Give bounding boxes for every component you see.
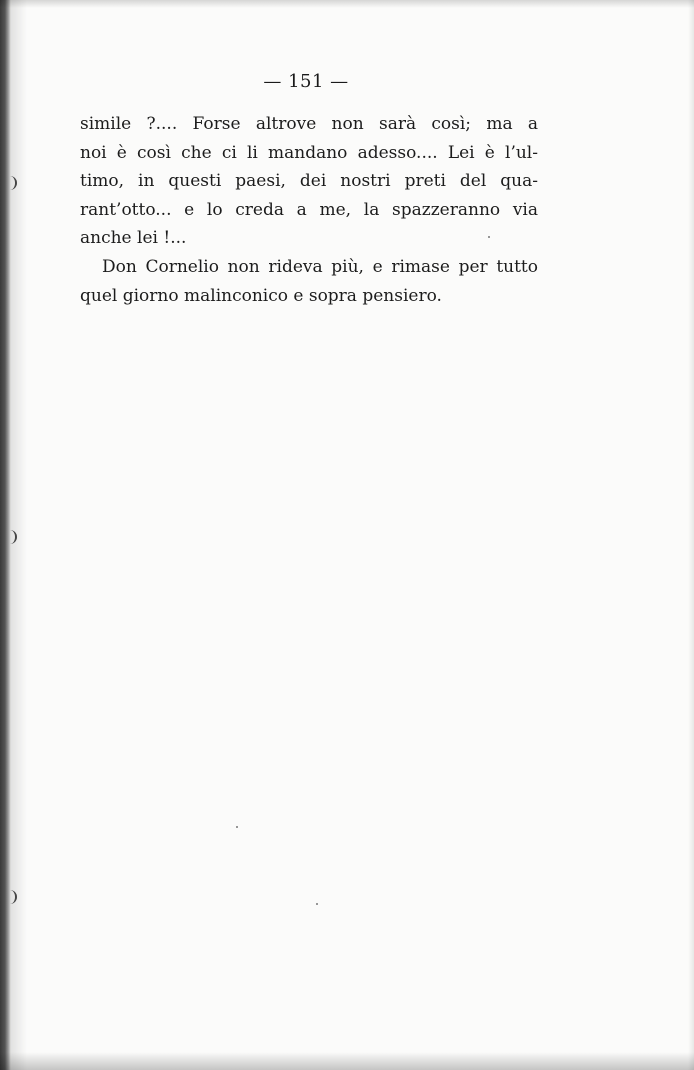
- text-line: Don Cornelio non rideva più, e rimase per tutto: [102, 256, 538, 277]
- text-line: quel giorno malinconico e sopra pensiero.: [80, 285, 442, 306]
- text-line: rant’otto... e lo creda a me, la spazzeranno via: [80, 199, 538, 220]
- text-line: noi è così che ci li mandano adesso.... Lei è l’ul-: [80, 142, 538, 163]
- text-line: simile ?.... Forse altrove non sarà così; ma a: [80, 114, 538, 134]
- paper-speck: [316, 903, 318, 905]
- page-number: — 151 —: [263, 71, 349, 92]
- text-line: anche lei !...: [80, 228, 187, 249]
- body-text: [80, 110, 538, 310]
- bottom-page-edge: [0, 1052, 694, 1070]
- text-line: timo, in questi paesi, dei nostri preti del qua-: [80, 171, 538, 192]
- right-page-edge: [688, 0, 694, 1070]
- paper-speck: [236, 826, 238, 828]
- top-page-edge: [0, 0, 694, 8]
